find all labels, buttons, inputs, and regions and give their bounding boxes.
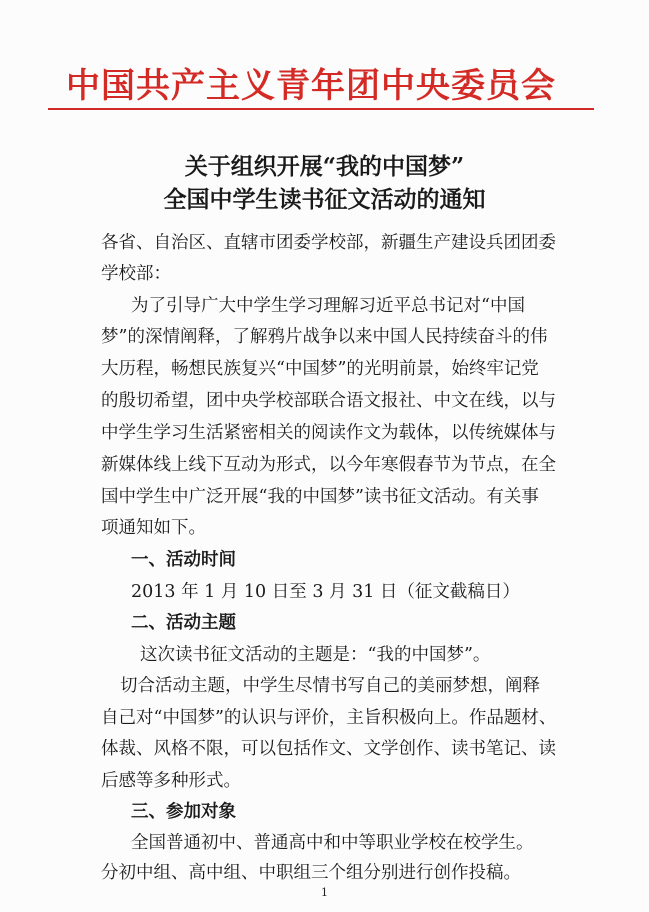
section-3-line-1: 全国普通初中、普通高中和中等职业学校在校学生。 bbox=[131, 833, 534, 853]
section-2-line-2: 自己对“中国梦”的认识与评价，主旨积极向上。作品题材、 bbox=[101, 708, 557, 728]
intro-line-7: 国中学生中广泛开展“我的中国梦”读书征文活动。有关事 bbox=[101, 487, 539, 507]
section-1-heading: 一、活动时间 bbox=[131, 550, 236, 570]
section-3-heading: 三、参加对象 bbox=[131, 802, 236, 822]
salutation-line-2: 学校部： bbox=[101, 264, 171, 284]
notice-title-line-2: 全国中学生读书征文活动的通知 bbox=[163, 186, 486, 213]
notice-title-line-1: 关于组织开展“我的中国梦” bbox=[184, 153, 465, 180]
page-number: 1 bbox=[321, 886, 328, 899]
intro-line-3: 大历程，畅想民族复兴“中国梦”的光明前景，始终牢记党 bbox=[101, 359, 539, 379]
intro-line-2: 梦”的深情阐释，了解鸦片战争以来中国人民持续奋斗的伟 bbox=[101, 327, 548, 347]
section-2-line-4: 后感等多种形式。 bbox=[101, 771, 241, 791]
intro-line-6: 新媒体线上线下互动为形式，以今年寒假春节为节点，在全 bbox=[101, 455, 556, 475]
section-2-theme-line: 这次读书征文活动的主题是：“我的中国梦”。 bbox=[140, 645, 491, 665]
section-1-content: 2013 年 1 月 10 日至 3 月 31 日（征文截稿日） bbox=[131, 582, 520, 602]
section-2-line-1: 切合活动主题，中学生尽情书写自己的美丽梦想，阐释 bbox=[120, 676, 540, 696]
letterhead-red-rule bbox=[48, 108, 594, 110]
salutation-line-1: 各省、自治区、直辖市团委学校部，新疆生产建设兵团团委 bbox=[101, 233, 556, 253]
section-2-line-3: 体裁、风格不限，可以包括作文、文学创作、读书笔记、读 bbox=[101, 739, 556, 759]
intro-line-8: 项通知如下。 bbox=[101, 518, 206, 538]
section-3-line-2: 分初中组、高中组、中职组三个组分别进行创作投稿。 bbox=[101, 863, 521, 883]
intro-line-5: 中学生学习生活紧密相关的阅读作文为载体，以传统媒体与 bbox=[101, 423, 556, 443]
letterhead-org-name: 中国共产主义青年团中央委员会 bbox=[66, 66, 556, 106]
intro-line-1: 为了引导广大中学生学习理解习近平总书记对“中国 bbox=[131, 296, 525, 316]
intro-line-4: 的殷切希望，团中央学校部联合语文报社、中文在线，以与 bbox=[101, 391, 556, 411]
section-2-heading: 二、活动主题 bbox=[131, 613, 236, 633]
